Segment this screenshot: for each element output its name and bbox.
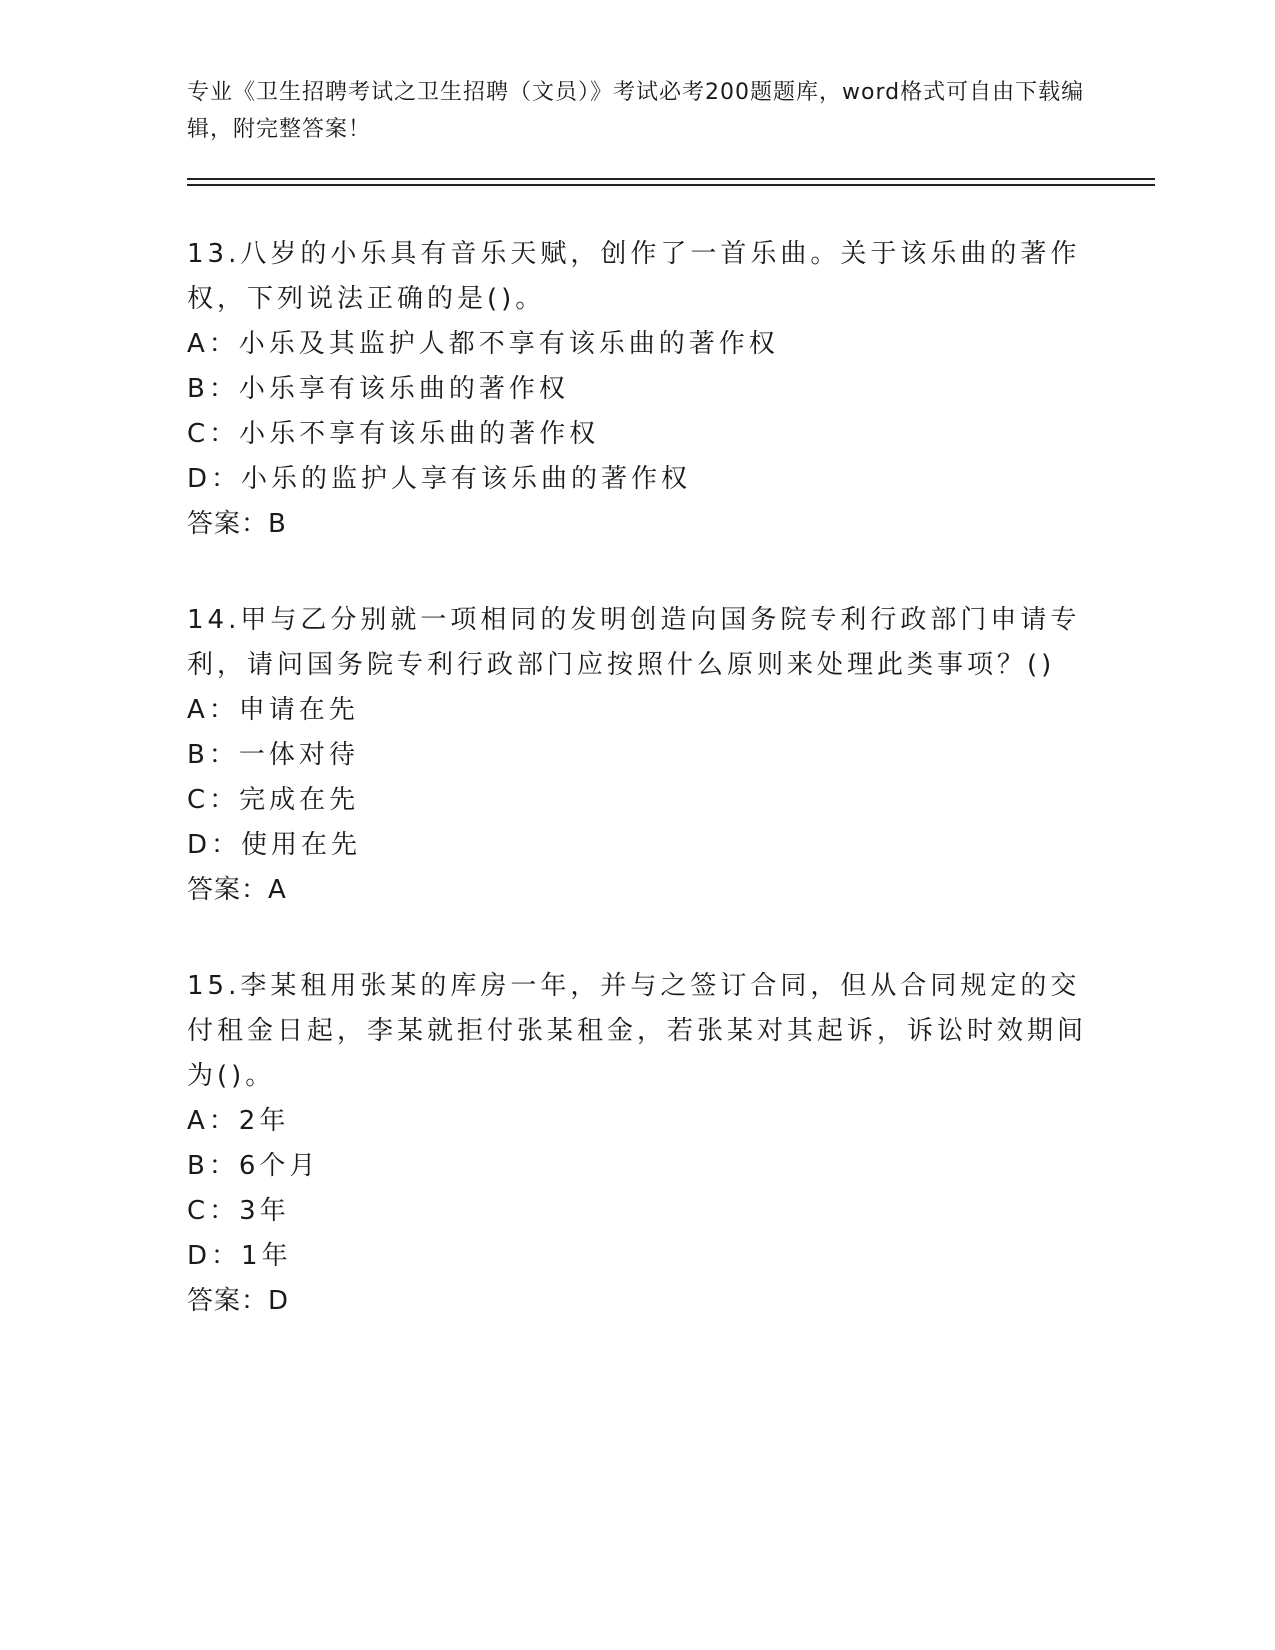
question-stem: 13.八岁的小乐具有音乐天赋，创作了一首乐曲。关于该乐曲的著作权，下列说法正确的是()。 xyxy=(187,239,1081,314)
document-header xyxy=(187,74,1087,148)
question-14 xyxy=(187,598,1087,913)
header-text: 专业《卫生招聘考试之卫生招聘（文员）》考试必考200题题库，word格式可自由下载编辑，附完整答案！ xyxy=(187,80,1085,142)
option-c: C：小乐不享有该乐曲的著作权 xyxy=(187,419,600,449)
option-c: C：完成在先 xyxy=(187,785,360,815)
answer: 答案：B xyxy=(187,509,287,539)
option-a: A：2年 xyxy=(187,1106,290,1136)
option-c: C：3年 xyxy=(187,1196,290,1226)
option-d: D：1年 xyxy=(187,1241,292,1271)
answer: 答案：A xyxy=(187,875,287,905)
option-d: D：小乐的监护人享有该乐曲的著作权 xyxy=(187,464,692,494)
option-a: A：申请在先 xyxy=(187,695,359,725)
option-b: B：一体对待 xyxy=(187,740,359,770)
option-a: A：小乐及其监护人都不享有该乐曲的著作权 xyxy=(187,329,779,359)
question-13 xyxy=(187,232,1087,547)
option-b: B：小乐享有该乐曲的著作权 xyxy=(187,374,569,404)
question-stem: 15.李某租用张某的库房一年，并与之签订合同，但从合同规定的交付租金日起，李某就拒付张某租金，若张某对其起诉，诉讼时效期间为()。 xyxy=(187,971,1088,1091)
answer: 答案：D xyxy=(187,1286,290,1316)
header-divider-top xyxy=(187,178,1155,180)
option-b: B：6个月 xyxy=(187,1151,320,1181)
option-d: D：使用在先 xyxy=(187,830,362,860)
question-stem: 14.甲与乙分别就一项相同的发明创造向国务院专利行政部门申请专利，请问国务院专利行政部门应按照什么原则来处理此类事项？() xyxy=(187,605,1081,680)
question-15 xyxy=(187,964,1087,1324)
header-divider-bottom xyxy=(187,184,1155,186)
